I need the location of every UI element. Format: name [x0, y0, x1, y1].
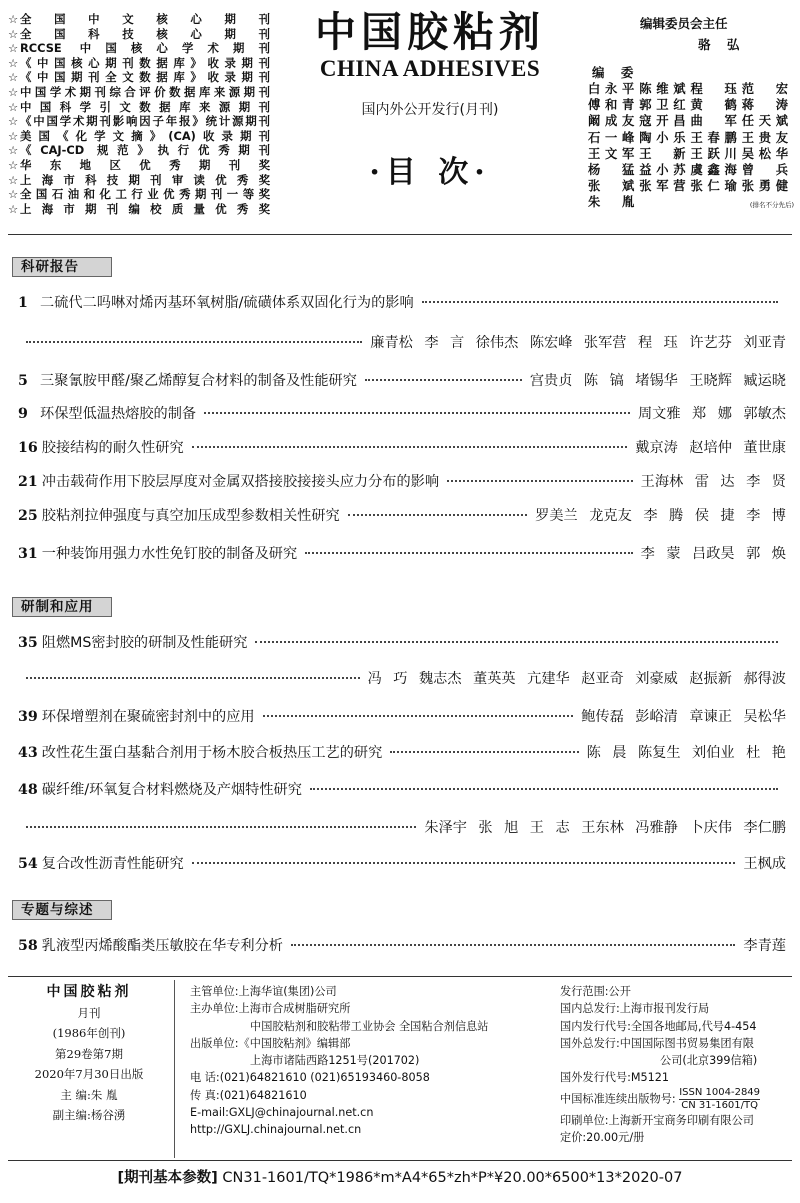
committee-members: [588, 81, 793, 211]
page-number: 25: [18, 508, 38, 524]
article-authors: 朱泽宇 张 旭 王 志 王东林 冯雅静 卜庆伟 李仁鹏: [424, 820, 786, 836]
co-organizer: 中国胶粘剂和胶粘带工业协会 全国粘合剂信息站: [250, 1019, 489, 1033]
honor-text: 中国科学引文数据库来源期刊: [20, 99, 270, 114]
article-authors: 鲍传磊 彭峪清 章谏正 吴松华: [581, 709, 786, 725]
honor-item: [8, 187, 270, 202]
article-title[interactable]: 环保增塑剂在聚硫密封剂中的应用: [41, 709, 255, 725]
article-title[interactable]: 胶接结构的耐久性研究: [41, 440, 184, 456]
sponsor: 主管单位:上海华谊(集团)公司: [190, 985, 337, 998]
distribution-info: [560, 983, 795, 1146]
issue-note: 国内外公开发行(月刊): [361, 102, 499, 118]
honor-text: 美国《化学文摘》(CA)收录期刊: [20, 128, 270, 143]
committee-member: 白永平: [588, 82, 635, 96]
founded: (1986年创刊): [52, 1026, 126, 1040]
toc-entry[interactable]: [18, 779, 786, 799]
honor-item: [8, 143, 270, 158]
dot-leader: [192, 446, 628, 448]
section-tag: 研制和应用: [12, 597, 112, 617]
publication-info: [14, 982, 164, 1126]
article-title[interactable]: 乳液型丙烯酸酯类压敏胶在华专利分析: [41, 938, 283, 954]
honor-item: [8, 70, 270, 85]
dot-leader: [263, 715, 574, 717]
article-authors: 戴京涛 赵培仲 董世康: [635, 440, 786, 456]
journal-title-cn: 中国胶粘剂: [315, 8, 545, 56]
page-number: 35: [18, 635, 38, 651]
page-number: 21: [18, 474, 38, 490]
page-number: 43: [18, 745, 38, 761]
committee-member: 陈维斌: [639, 82, 686, 96]
honor-item: [8, 56, 270, 71]
toc-entry[interactable]: [18, 505, 786, 525]
article-authors: 罗美兰 龙克友 李 腾 侯 捷 李 博: [535, 508, 786, 524]
dot-leader: [26, 826, 416, 828]
page-number: 31: [18, 546, 38, 562]
committee-member: 曲 军: [690, 114, 737, 129]
committee-member: 朱 胤: [588, 195, 635, 210]
dot-leader: [348, 514, 527, 516]
toc-entry-authors: [18, 817, 786, 837]
honor-item: [8, 41, 270, 56]
toc-entry[interactable]: [18, 632, 786, 652]
honor-item: [8, 158, 270, 173]
star-icon: ☆: [8, 157, 19, 172]
committee-member: 范 宏: [741, 82, 788, 96]
committee-member: 程 珏: [690, 82, 737, 96]
committee-member: 王文军: [588, 146, 635, 161]
committee-member: 张 斌: [588, 179, 635, 194]
toc-entry-authors: [18, 332, 786, 352]
cn-number: CN 31-1601/TQ: [681, 1099, 759, 1111]
toc-entry[interactable]: [18, 471, 786, 491]
honors-list: [8, 12, 270, 216]
section-tag: 专题与综述: [12, 900, 112, 920]
dot-leader: [26, 341, 362, 343]
page-number: 1: [18, 295, 28, 311]
dot-leader: [365, 379, 522, 381]
star-icon: ☆: [8, 12, 19, 26]
params-divider: [8, 1160, 792, 1161]
committee-member: 王贵友: [741, 130, 788, 145]
toc-entry[interactable]: [18, 935, 786, 955]
article-title[interactable]: 改性花生蛋白基黏合剂用于杨木胶合板热压工艺的研究: [41, 745, 383, 761]
website-link[interactable]: http://GXLJ.chinajournal.net.cn: [190, 1123, 362, 1137]
page-number: 54: [18, 856, 38, 872]
committee-member: 张仁瑜: [690, 179, 737, 194]
page-number: 9: [18, 406, 28, 422]
chief-editor: 主 编:朱 胤: [60, 1087, 118, 1102]
article-title[interactable]: 胶粘剂拉伸强度与真空加压成型参数相关性研究: [41, 508, 340, 524]
committee-member: 蒋 涛: [741, 98, 788, 113]
committee-member: 张军营: [639, 179, 686, 194]
star-icon: ☆: [8, 143, 19, 158]
journal-title-en: CHINA ADHESIVES: [319, 56, 541, 81]
volume-issue: 第29卷第7期: [55, 1046, 123, 1061]
dot-leader: [447, 480, 633, 482]
honor-text: 全国石油和化工行业优秀期刊一等奖: [20, 187, 270, 202]
toc-entry[interactable]: [18, 853, 786, 873]
article-authors: 王海林 雷 达 李 贤: [640, 474, 786, 490]
committee-member: 傅和青: [588, 98, 635, 113]
article-title[interactable]: 碳纤维/环氧复合材料燃烧及产烟特性研究: [41, 782, 302, 798]
committee-member: 石一峰: [588, 130, 635, 145]
overseas-distributor-cont: 公司(北京399信箱): [660, 1054, 758, 1068]
honor-item: [8, 27, 270, 42]
committee-member: 张勇健: [741, 179, 788, 194]
star-icon: ☆: [8, 201, 19, 216]
order-note: (排名不分先后): [749, 201, 794, 209]
address: 上海市诸陆西路1251号(201702): [250, 1054, 420, 1068]
title-block: [285, 5, 575, 191]
honor-item: [8, 85, 270, 100]
fax: 传 真:(021)64821610: [190, 1088, 307, 1102]
article-authors: 周文雅 郑 娜 郭敏杰: [637, 406, 786, 422]
toc-heading: ·目 次·: [369, 155, 491, 190]
page-number: 5: [18, 373, 28, 389]
star-icon: ☆: [8, 41, 19, 56]
deputy-editor: 副主编:杨谷湧: [52, 1108, 126, 1122]
overseas-code: 国外发行代号:M5121: [560, 1071, 670, 1085]
serial-number: [560, 1087, 795, 1112]
committee-member: 阚成友: [588, 114, 635, 129]
dot-leader: [26, 677, 360, 679]
honor-item: [8, 202, 270, 217]
committee-member: 王跃川: [690, 146, 737, 161]
article-title[interactable]: 阻燃MS密封胶的研制及性能研究: [41, 635, 248, 651]
article-title[interactable]: 冲击载荷作用下胶层厚度对金属双搭接胶接接头应力分布的影响: [41, 474, 440, 490]
toc-entry[interactable]: [18, 437, 786, 457]
star-icon: ☆: [8, 128, 19, 143]
email-link[interactable]: E-mail:GXLJ@chinajournal.net.cn: [190, 1106, 374, 1120]
dot-leader: [192, 862, 736, 864]
committee-member: 虞鑫海: [690, 163, 737, 178]
star-icon: ☆: [8, 99, 19, 114]
toc-entry[interactable]: [18, 543, 786, 563]
committee-member: 杨 猛: [588, 163, 635, 178]
masthead: [0, 0, 800, 225]
footer-divider: [8, 976, 792, 977]
committee-member: 益小苏: [639, 163, 686, 178]
honor-text: 中国学术期刊综合评价数据库来源期刊: [20, 84, 270, 99]
star-icon: ☆: [8, 55, 19, 70]
article-title[interactable]: 二硫代二吗啉对烯丙基环氧树脂/硫磺体系双固化行为的影响: [40, 295, 414, 311]
article-authors: 王枫成: [743, 856, 786, 872]
page-number: 48: [18, 782, 38, 798]
publisher-info: [190, 983, 550, 1139]
committee-member: 任天斌: [741, 114, 788, 129]
publisher: 出版单位:《中国胶粘剂》编辑部: [190, 1036, 351, 1050]
star-icon: ☆: [8, 70, 19, 85]
header-divider: [8, 234, 792, 235]
scope: 发行范围:公开: [560, 985, 631, 998]
committee-member: 陶小乐: [639, 130, 686, 145]
page-number: 16: [18, 440, 38, 456]
page-number: 58: [18, 938, 38, 954]
committee-member: 吴松华: [741, 146, 788, 161]
footer-journal-title: 中国胶粘剂: [46, 984, 132, 1000]
article-authors: 李青莲: [743, 938, 786, 954]
toc-entry[interactable]: [18, 292, 786, 312]
committee-title: 编 委: [592, 65, 640, 80]
article-authors: 廉青松 李 言 徐伟杰 陈宏峰 张军营 程 珏 许艺芬 刘亚青: [370, 335, 786, 351]
dot-leader: [422, 301, 778, 303]
footer-separator: [174, 980, 175, 1158]
toc-entry[interactable]: [18, 706, 786, 726]
issn-box: [679, 1087, 760, 1112]
honor-text: 全国科技核心期刊: [20, 26, 270, 41]
editorial-board: [588, 14, 793, 211]
page-number: 39: [18, 709, 38, 725]
article-title[interactable]: 一种装饰用强力水性免钉胶的制备及研究: [41, 546, 298, 562]
committee-member: 郭卫红: [639, 98, 686, 113]
committee-member: 黄 鹤: [690, 98, 737, 113]
domestic-distributor: 国内总发行:上海市报刊发行局: [560, 1002, 710, 1016]
params-value: CN31-1601/TQ*1986*m*A4*65*zh*P*¥20.00*6500*13*2020-07: [222, 1170, 683, 1186]
article-authors: 宫贵贞 陈 镐 堵锡华 王晓辉 臧运晓: [529, 373, 786, 389]
committee-member: 寇开昌: [639, 114, 686, 129]
printer: 印刷单位:上海新开宝商务印刷有限公司: [560, 1113, 754, 1127]
chair-name: 骆 弘: [698, 37, 746, 52]
dot-leader: [390, 751, 578, 753]
star-icon: ☆: [8, 26, 19, 41]
toc-entry[interactable]: [18, 403, 786, 423]
journal-params: [0, 1166, 800, 1187]
committee-member: 王 新: [639, 146, 686, 161]
frequency: 月刊: [77, 1005, 101, 1020]
toc-entry-authors: [18, 668, 786, 688]
star-icon: ☆: [8, 172, 19, 187]
article-authors: 冯 巧 魏志杰 董英英 亢建华 赵亚奇 刘豪威 赵振新 郝得波: [367, 671, 786, 687]
params-label: [期刊基本参数]: [117, 1170, 218, 1186]
article-title[interactable]: 复合改性沥青性能研究: [41, 856, 184, 872]
issn: ISSN 1004-2849: [679, 1086, 761, 1098]
article-authors: 李 蒙 吕政昊 郭 焕: [640, 546, 786, 562]
committee-member: 曾 兵: [741, 163, 788, 178]
publish-date: 2020年7月30日出版: [34, 1067, 144, 1081]
committee-member: 王春鹏: [690, 130, 737, 145]
article-authors: 陈 晨 陈复生 刘伯业 杜 艳: [586, 745, 786, 761]
honor-text: 全国中文核心期刊: [20, 12, 270, 26]
honor-text: 华东地区优秀期刊奖: [20, 157, 270, 172]
honor-item: [8, 129, 270, 144]
overseas-distributor: 国外总发行:中国国际图书贸易集团有限: [560, 1036, 754, 1050]
honor-item: [8, 100, 270, 115]
article-title[interactable]: 环保型低温热熔胶的制备: [40, 406, 197, 422]
section-tag: 科研报告: [12, 257, 112, 277]
organizer: 主办单位:上海市合成树脂研究所: [190, 1002, 351, 1016]
toc-entry[interactable]: [18, 742, 786, 762]
dot-leader: [310, 788, 778, 790]
honor-text: 《中国学术期刊影响因子年报》统计源期刊: [20, 114, 270, 129]
serial-label: 中国标准连续出版物号:: [560, 1092, 676, 1106]
domestic-code: 国内发行代号:全国各地邮局,代号4-454: [560, 1019, 757, 1033]
dot-leader: [291, 944, 735, 946]
dot-leader: [204, 412, 630, 414]
honor-text: 《CAJ-CD 规范》执行优秀期刊: [20, 143, 270, 158]
chair-title: 编辑委员会主任: [640, 16, 728, 31]
honor-text: 《中国核心期刊数据库》收录期刊: [20, 55, 270, 70]
phone: 电 话:(021)64821610 (021)65193460-8058: [190, 1071, 430, 1085]
dot-leader: [305, 552, 633, 554]
honor-text: 《中国期刊全文数据库》收录期刊: [20, 70, 270, 85]
honor-text: 上海市期刊编校质量优秀奖: [20, 201, 270, 216]
star-icon: ☆: [8, 84, 19, 99]
honor-item: [8, 173, 270, 188]
star-icon: ☆: [8, 187, 19, 202]
honor-item: [8, 12, 270, 27]
honor-text: RCCSE 中国核心学术期刊: [20, 41, 270, 56]
honor-item: [8, 114, 270, 129]
article-title[interactable]: 三聚氰胺甲醛/聚乙烯醇复合材料的制备及性能研究: [40, 373, 357, 389]
toc-entry[interactable]: [18, 370, 786, 390]
honor-text: 上海市科技期刊审读优秀奖: [20, 172, 270, 187]
star-icon: ☆: [8, 114, 19, 129]
dot-leader: [255, 641, 778, 643]
price: 定价:20.00元/册: [560, 1131, 645, 1145]
